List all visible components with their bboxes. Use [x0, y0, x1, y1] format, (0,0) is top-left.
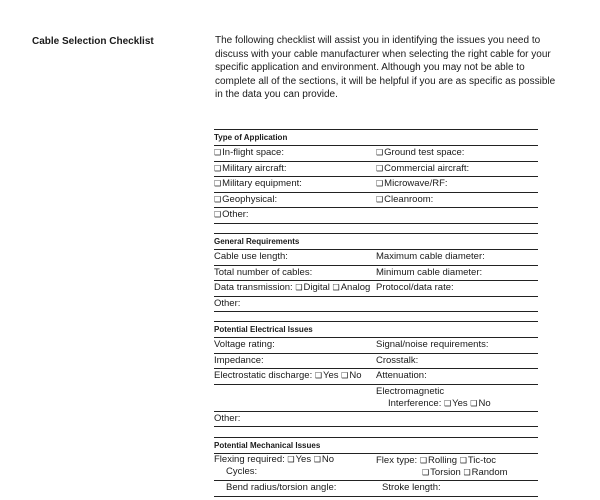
- military-equipment-option[interactable]: [214, 177, 376, 192]
- crosstalk-field[interactable]: Crosstalk:: [376, 354, 419, 366]
- checkbox-icon[interactable]: ❑: [341, 371, 349, 380]
- checklist-row: [214, 337, 538, 354]
- field-label: Interference:: [388, 397, 442, 409]
- checklist-row: [214, 193, 538, 209]
- min-diameter-field[interactable]: Minimum cable diameter:: [376, 266, 483, 278]
- cleanroom-option[interactable]: [376, 193, 538, 208]
- checklist-row: [214, 145, 538, 162]
- intro-paragraph: The following checklist will assist you in identifying the issues you need to discuss with your cable manufacturer when selecting the right cable for your specific application and environment. Although you may not be able to complete all of the sections, it will be helpful if you are as specific as possible in the data you can provide.: [215, 35, 556, 100]
- section-electrical: [214, 321, 538, 427]
- flex-type-field: [376, 455, 538, 467]
- analog-option[interactable]: Analog: [340, 282, 371, 293]
- attenuation-field[interactable]: Attenuation:: [376, 370, 427, 381]
- checkbox-icon[interactable]: ❑: [214, 148, 222, 157]
- section-general: [214, 233, 538, 312]
- emi-no-option[interactable]: No: [478, 397, 491, 409]
- checkbox-icon[interactable]: ❑: [376, 179, 384, 188]
- checklist-row: [214, 249, 538, 266]
- field-label: Electrostatic discharge:: [214, 370, 313, 381]
- microwave-option[interactable]: [376, 177, 538, 192]
- option-label: Other:: [222, 209, 249, 220]
- data-transmission-field: [214, 281, 376, 296]
- checkbox-icon[interactable]: ❑: [419, 456, 427, 465]
- ground-test-option[interactable]: [376, 146, 538, 161]
- checkbox-icon[interactable]: ❑: [422, 468, 430, 477]
- flexing-no-option[interactable]: No: [321, 454, 335, 465]
- other-option[interactable]: [214, 208, 376, 223]
- checkbox-icon[interactable]: ❑: [459, 456, 467, 465]
- checkbox-icon[interactable]: ❑: [295, 283, 303, 292]
- field-label: Flexing required:: [214, 454, 285, 465]
- esd-no-option[interactable]: No: [349, 370, 362, 381]
- checkbox-icon[interactable]: ❑: [470, 398, 478, 408]
- checklist-row: [214, 453, 538, 481]
- voltage-field[interactable]: Voltage rating:: [214, 339, 275, 350]
- checkbox-icon[interactable]: ❑: [214, 179, 222, 188]
- checklist-row: [214, 412, 538, 428]
- bend-radius-field[interactable]: Bend radius/torsion angle:: [226, 482, 337, 493]
- emi-yes-option[interactable]: Yes: [452, 397, 468, 409]
- torsion-option[interactable]: Torsion: [430, 467, 461, 478]
- geophysical-option[interactable]: [214, 193, 376, 208]
- option-label: Commercial aircraft:: [384, 162, 470, 174]
- flexing-yes-option[interactable]: Yes: [295, 454, 312, 465]
- signal-noise-field[interactable]: Signal/noise requirements:: [376, 339, 489, 350]
- military-aircraft-option[interactable]: [214, 162, 376, 177]
- checkbox-icon[interactable]: ❑: [214, 210, 222, 219]
- esd-field: [214, 369, 376, 384]
- option-label: Military equipment:: [222, 178, 302, 189]
- option-label: Microwave/RF:: [384, 178, 448, 189]
- inflight-option[interactable]: [214, 146, 376, 161]
- commercial-aircraft-option[interactable]: [376, 162, 538, 177]
- random-option[interactable]: Random: [471, 467, 508, 478]
- option-label: Cleanroom:: [384, 193, 434, 205]
- section-application: [214, 129, 538, 224]
- field-label: Data transmission:: [214, 282, 293, 293]
- flexing-field: [214, 454, 376, 466]
- stroke-length-field[interactable]: Stroke length:: [382, 482, 441, 493]
- checkbox-icon[interactable]: ❑: [287, 455, 295, 464]
- other-field[interactable]: Other:: [214, 412, 241, 424]
- section-title: Type of Application: [214, 129, 538, 145]
- checkbox-icon[interactable]: ❑: [214, 194, 222, 204]
- checklist-row: [214, 266, 538, 282]
- section-title: Potential Mechanical Issues: [214, 437, 538, 453]
- checkbox-icon[interactable]: ❑: [376, 194, 384, 204]
- checkbox-icon[interactable]: ❑: [332, 283, 340, 292]
- total-cables-field[interactable]: Total number of cables:: [214, 266, 313, 278]
- checkbox-icon[interactable]: ❑: [214, 163, 222, 173]
- esd-yes-option[interactable]: Yes: [323, 370, 339, 381]
- impedance-field[interactable]: Impedance:: [214, 354, 264, 366]
- checklist-row: [214, 354, 538, 370]
- rolling-option[interactable]: Rolling: [428, 455, 458, 466]
- emi-field: [376, 385, 538, 411]
- option-label: Military aircraft:: [222, 162, 287, 174]
- checklist-row: [214, 385, 538, 412]
- side-title: Cable Selection Checklist: [32, 36, 154, 47]
- option-label: Geophysical:: [222, 193, 278, 205]
- section-mechanical: [214, 437, 538, 497]
- checkbox-icon[interactable]: ❑: [376, 148, 384, 157]
- checklist-row: [214, 297, 538, 313]
- option-label: In-flight space:: [222, 147, 284, 158]
- checklist-row: [214, 162, 538, 178]
- checkbox-icon[interactable]: ❑: [463, 468, 471, 477]
- field-label: Flex type:: [376, 455, 418, 466]
- checkbox-icon[interactable]: ❑: [313, 455, 321, 464]
- checkbox-icon[interactable]: ❑: [443, 398, 452, 408]
- section-title: General Requirements: [214, 233, 538, 249]
- protocol-field[interactable]: Protocol/data rate:: [376, 282, 454, 293]
- tictoc-option[interactable]: Tic-toc: [467, 455, 497, 466]
- checklist-row: [214, 369, 538, 385]
- checkbox-icon[interactable]: ❑: [376, 163, 384, 173]
- cycles-field[interactable]: Cycles:: [226, 466, 258, 477]
- field-label: Electromagnetic: [376, 385, 445, 397]
- max-diameter-field[interactable]: Maximum cable diameter:: [376, 251, 485, 262]
- section-title: Potential Electrical Issues: [214, 321, 538, 337]
- cable-use-length-field[interactable]: Cable use length:: [214, 251, 288, 262]
- digital-option[interactable]: Digital: [303, 282, 330, 293]
- checklist-row: [214, 208, 538, 224]
- checklist-row: [214, 177, 538, 193]
- other-field[interactable]: Other:: [214, 297, 241, 309]
- checkbox-icon[interactable]: ❑: [314, 371, 323, 380]
- checklist-row: [214, 481, 538, 497]
- checklist-row: [214, 281, 538, 297]
- option-label: Ground test space:: [384, 147, 465, 158]
